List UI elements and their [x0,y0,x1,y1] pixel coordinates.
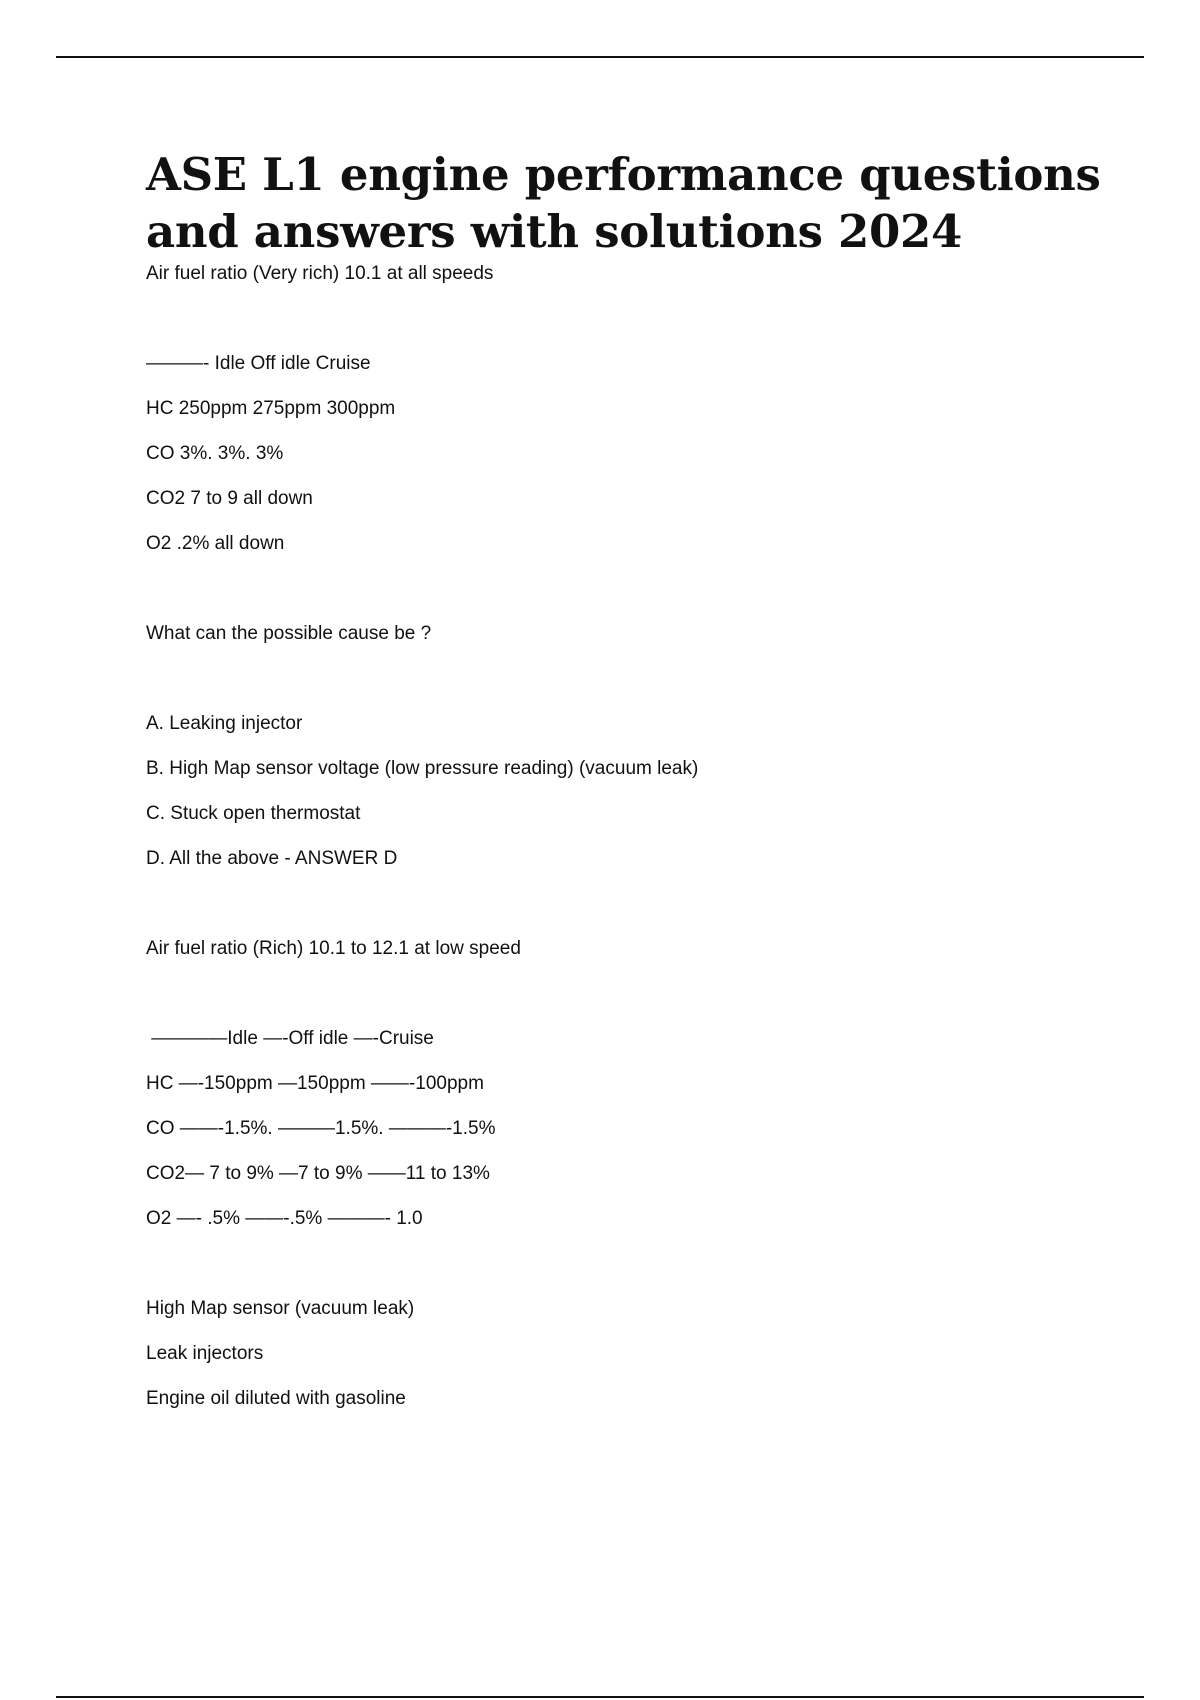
bottom-rule [56,1696,1144,1698]
q1-table-row-co: CO 3%. 3%. 3% [146,443,284,464]
q1-option-a: A. Leaking injector [146,713,303,734]
q2-cause-2: Leak injectors [146,1343,264,1364]
document-title: ASE L1 engine performance questions and answers with solutions 2024 [146,148,1101,258]
q2-table-row-o2: O2 —- .5% ——-.5% ———- 1.0 [146,1208,423,1229]
q1-table-row-o2: O2 .2% all down [146,533,285,554]
q1-option-b: B. High Map sensor voltage (low pressure reading) (vacuum leak) [146,758,699,779]
q2-table-header: ————Idle —-Off idle —-Cruise [146,1028,434,1049]
q2-cause-3: Engine oil diluted with gasoline [146,1388,406,1409]
q1-option-d: D. All the above - ANSWER D [146,848,398,869]
q2-intro: Air fuel ratio (Rich) 10.1 to 12.1 at low speed [146,938,521,959]
q2-table-row-hc: HC —-150ppm —150ppm ——-100ppm [146,1073,484,1094]
q1-table-row-hc: HC 250ppm 275ppm 300ppm [146,398,396,419]
q1-question: What can the possible cause be ? [146,623,432,644]
top-rule [56,56,1144,58]
q1-table-row-co2: CO2 7 to 9 all down [146,488,313,509]
q2-table-row-co2: CO2— 7 to 9% —7 to 9% ——11 to 13% [146,1163,490,1184]
q1-table-header: ———- Idle Off idle Cruise [146,353,371,374]
q1-option-c: C. Stuck open thermostat [146,803,361,824]
document-body [146,146,1106,1411]
q1-intro: Air fuel ratio (Very rich) 10.1 at all speeds [146,263,494,284]
q2-cause-1: High Map sensor (vacuum leak) [146,1298,415,1319]
q2-table-row-co: CO ——-1.5%. ———1.5%. ———-1.5% [146,1118,496,1139]
